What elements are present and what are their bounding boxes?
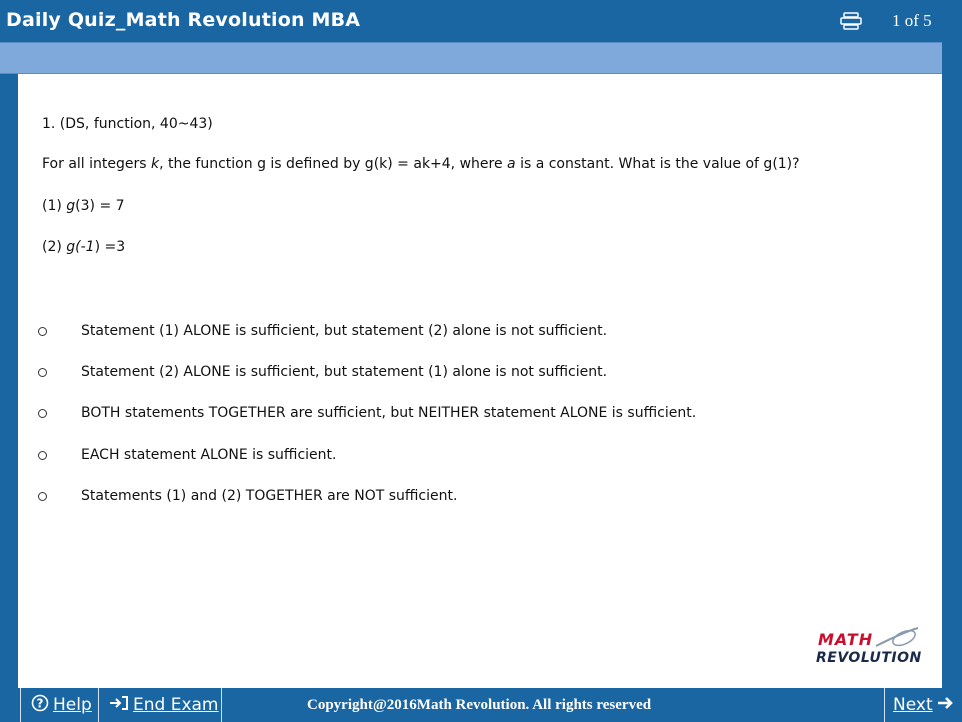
app-title: Daily Quiz_Math Revolution MBA bbox=[6, 9, 361, 31]
statement-1-fn: g bbox=[66, 198, 76, 214]
statement-1 bbox=[42, 198, 125, 214]
statement-2 bbox=[42, 239, 125, 255]
help-label: Help bbox=[53, 695, 92, 715]
stem-variable-k: k bbox=[151, 156, 160, 172]
radio-button[interactable] bbox=[38, 451, 47, 460]
question-meta: 1. (DS, function, 40~43) bbox=[42, 116, 213, 132]
bottom-bar bbox=[0, 688, 962, 722]
radio-button[interactable] bbox=[38, 409, 47, 418]
help-button[interactable] bbox=[20, 688, 98, 722]
statement-1-rest: (3) = 7 bbox=[75, 198, 125, 214]
toolbar-strip bbox=[0, 42, 942, 74]
statement-2-prefix: (2) bbox=[42, 239, 67, 255]
stem-part: , the function g is defined by g(k) = ak+4, where bbox=[159, 156, 508, 172]
calculator-icon[interactable] bbox=[840, 12, 862, 30]
answer-option-label: Statement (2) ALONE is sufficient, but statement (1) alone is not sufficient. bbox=[81, 364, 608, 380]
exit-icon bbox=[109, 695, 129, 716]
radio-button[interactable] bbox=[38, 368, 47, 377]
statement-1-prefix: (1) bbox=[42, 198, 67, 214]
answer-option-label: Statement (1) ALONE is sufficient, but statement (2) alone is not sufficient. bbox=[81, 323, 608, 339]
answer-option-label: Statements (1) and (2) TOGETHER are NOT sufficient. bbox=[81, 488, 458, 504]
question-panel bbox=[18, 74, 942, 688]
svg-text:?: ? bbox=[36, 696, 44, 710]
arrow-right-icon bbox=[937, 695, 955, 716]
logo-swoosh-icon bbox=[874, 626, 922, 648]
help-icon bbox=[31, 694, 49, 717]
stem-part: For all integers bbox=[42, 156, 151, 172]
radio-button[interactable] bbox=[38, 327, 47, 336]
end-exam-label: End Exam bbox=[133, 695, 219, 715]
logo-math-text: MATH bbox=[818, 630, 874, 649]
question-stem bbox=[42, 156, 800, 172]
question-counter: 1 of 5 bbox=[892, 11, 932, 30]
answer-option-label: EACH statement ALONE is sufficient. bbox=[81, 447, 337, 463]
logo-revolution-text: REVOLUTION bbox=[816, 650, 922, 666]
end-exam-button[interactable] bbox=[98, 688, 222, 722]
copyright-text: Copyright@2016Math Revolution. All rights reserved bbox=[307, 697, 652, 713]
answer-option-label: BOTH statements TOGETHER are sufficient, but NEITHER statement ALONE is sufficient. bbox=[81, 405, 697, 421]
stem-part: is a constant. What is the value of g(1)? bbox=[515, 156, 800, 172]
statement-2-fn: g(-1 bbox=[66, 239, 95, 255]
statement-2-rest: ) =3 bbox=[94, 239, 126, 255]
stem-variable-a: a bbox=[507, 156, 516, 172]
title-bar bbox=[0, 0, 962, 42]
next-button[interactable] bbox=[884, 688, 960, 722]
radio-button[interactable] bbox=[38, 492, 47, 501]
math-revolution-logo bbox=[816, 626, 928, 670]
next-label: Next bbox=[893, 695, 933, 715]
